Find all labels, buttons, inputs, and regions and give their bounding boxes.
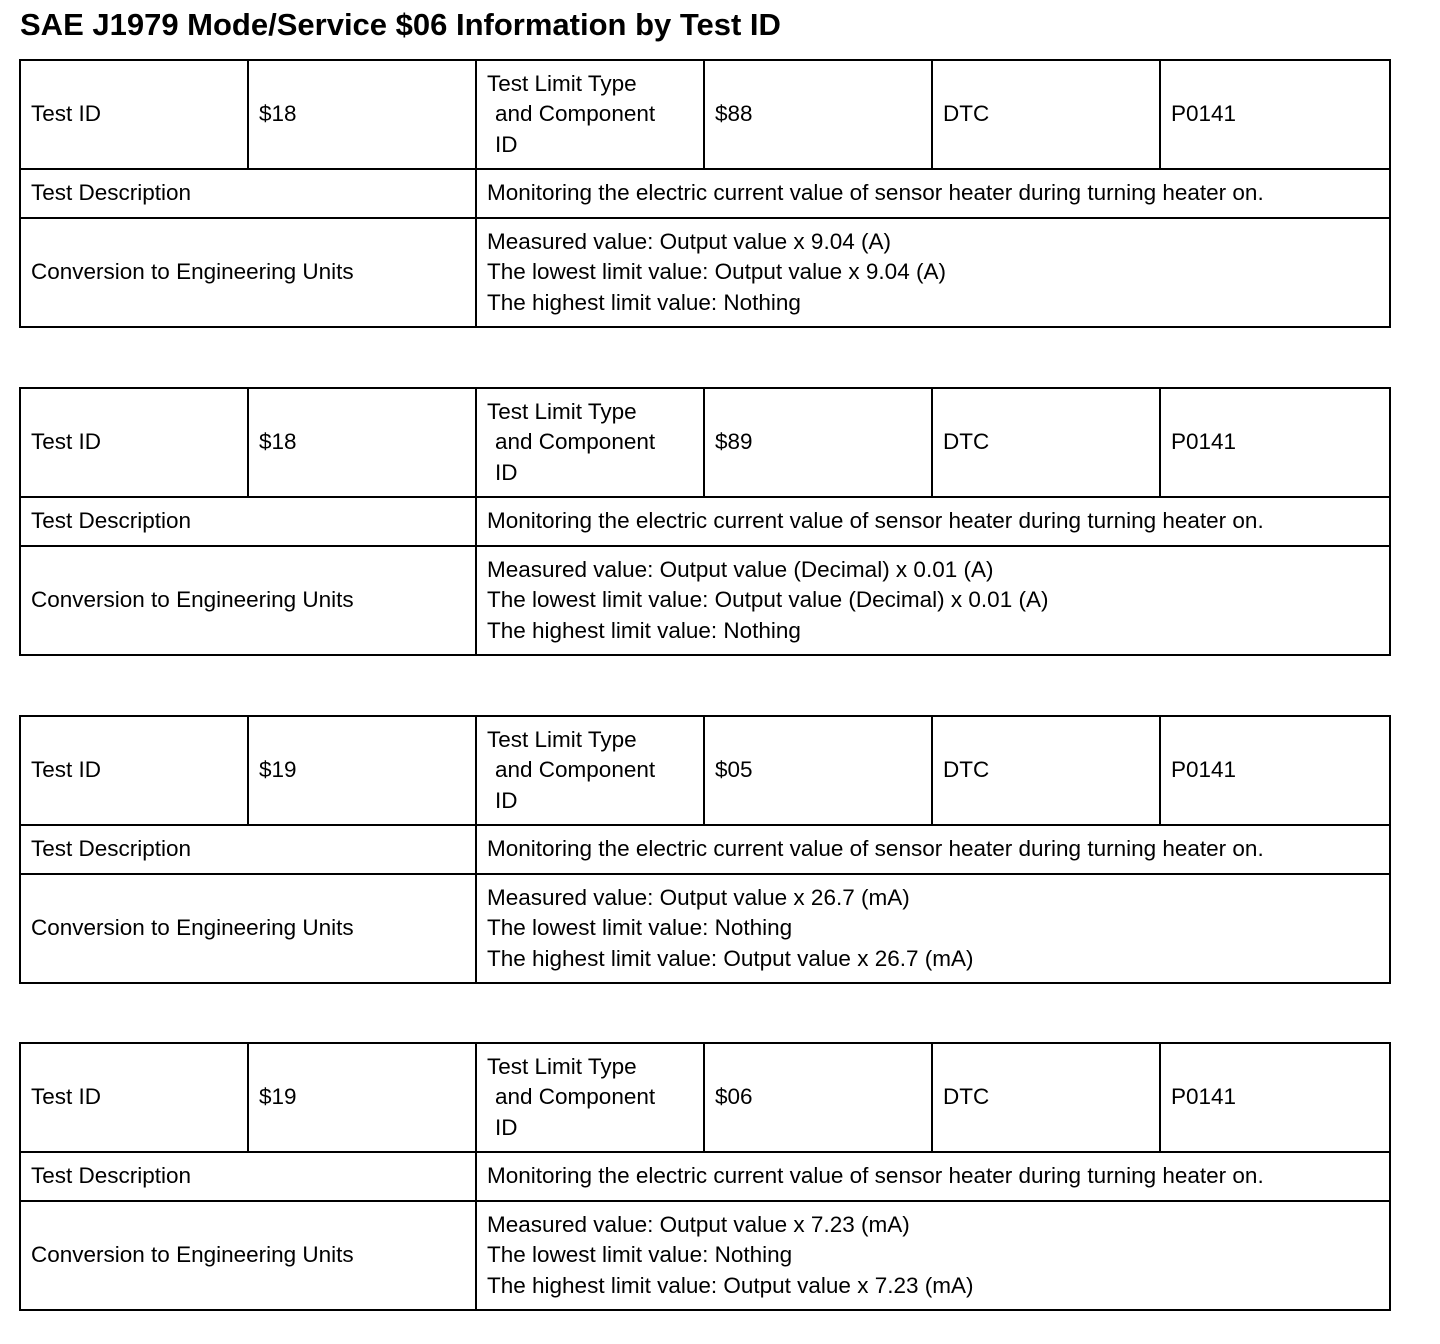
- conversion-row: [20, 218, 1390, 327]
- measured-value-line: Measured value: Output value x 7.23 (mA): [487, 1211, 910, 1237]
- conversion-value: [476, 546, 1390, 655]
- dtc-label: DTC: [932, 716, 1160, 825]
- measured-value-line: Measured value: Output value x 26.7 (mA): [487, 884, 910, 910]
- highest-limit-line: The highest limit value: Nothing: [487, 289, 801, 315]
- dtc-value: P0141: [1160, 388, 1390, 497]
- test-table: [19, 59, 1391, 328]
- test-description-value: Monitoring the electric current value of sensor heater during turning heater on.: [476, 497, 1390, 546]
- limit-type-label: Test Limit Type and Component ID: [476, 388, 704, 497]
- measured-value-line: Measured value: Output value x 9.04 (A): [487, 228, 891, 254]
- dtc-value: P0141: [1160, 1043, 1390, 1152]
- limit-type-label: Test Limit Type and Component ID: [476, 716, 704, 825]
- conversion-label: Conversion to Engineering Units: [20, 874, 476, 983]
- test-description-value: Monitoring the electric current value of sensor heater during turning heater on.: [476, 825, 1390, 874]
- highest-limit-line: The highest limit value: Output value x 7.23 (mA): [487, 1272, 974, 1298]
- test-id-value: $19: [248, 1043, 476, 1152]
- test-id-label: Test ID: [20, 388, 248, 497]
- conversion-label: Conversion to Engineering Units: [20, 218, 476, 327]
- test-description-label: Test Description: [20, 497, 476, 546]
- limit-type-label: Test Limit Type and Component ID: [476, 60, 704, 169]
- highest-limit-line: The highest limit value: Output value x 26.7 (mA): [487, 945, 974, 971]
- conversion-label: Conversion to Engineering Units: [20, 546, 476, 655]
- test-id-label: Test ID: [20, 60, 248, 169]
- test-table: [19, 715, 1391, 984]
- conversion-row: [20, 546, 1390, 655]
- conversion-value: [476, 1201, 1390, 1310]
- highest-limit-line: The highest limit value: Nothing: [487, 617, 801, 643]
- lowest-limit-line: The lowest limit value: Output value (Decimal) x 0.01 (A): [487, 587, 1049, 613]
- test-header-row: [20, 388, 1390, 497]
- dtc-label: DTC: [932, 388, 1160, 497]
- limit-component-id-value: $06: [704, 1043, 932, 1152]
- test-id-value: $19: [248, 716, 476, 825]
- limit-type-label: Test Limit Type and Component ID: [476, 1043, 704, 1152]
- measured-value-line: Measured value: Output value (Decimal) x 0.01 (A): [487, 556, 994, 582]
- test-id-value: $18: [248, 60, 476, 169]
- limit-component-id-value: $88: [704, 60, 932, 169]
- conversion-label: Conversion to Engineering Units: [20, 1201, 476, 1310]
- test-description-row: [20, 169, 1390, 218]
- test-header-row: [20, 1043, 1390, 1152]
- limit-component-id-value: $05: [704, 716, 932, 825]
- test-id-label: Test ID: [20, 716, 248, 825]
- lowest-limit-line: The lowest limit value: Nothing: [487, 915, 793, 941]
- page-title: SAE J1979 Mode/Service $06 Information by Test ID: [20, 7, 781, 42]
- lowest-limit-line: The lowest limit value: Nothing: [487, 1242, 793, 1268]
- test-description-value: Monitoring the electric current value of sensor heater during turning heater on.: [476, 169, 1390, 218]
- test-description-row: [20, 825, 1390, 874]
- test-description-value: Monitoring the electric current value of sensor heater during turning heater on.: [476, 1152, 1390, 1201]
- test-description-label: Test Description: [20, 825, 476, 874]
- dtc-label: DTC: [932, 1043, 1160, 1152]
- test-table: [19, 1042, 1391, 1311]
- test-header-row: [20, 60, 1390, 169]
- test-id-value: $18: [248, 388, 476, 497]
- test-description-label: Test Description: [20, 169, 476, 218]
- test-table: [19, 387, 1391, 656]
- test-id-label: Test ID: [20, 1043, 248, 1152]
- conversion-value: [476, 218, 1390, 327]
- conversion-value: [476, 874, 1390, 983]
- test-header-row: [20, 716, 1390, 825]
- dtc-value: P0141: [1160, 716, 1390, 825]
- dtc-value: P0141: [1160, 60, 1390, 169]
- conversion-row: [20, 1201, 1390, 1310]
- test-description-label: Test Description: [20, 1152, 476, 1201]
- test-description-row: [20, 1152, 1390, 1201]
- lowest-limit-line: The lowest limit value: Output value x 9.04 (A): [487, 259, 946, 285]
- dtc-label: DTC: [932, 60, 1160, 169]
- test-description-row: [20, 497, 1390, 546]
- limit-component-id-value: $89: [704, 388, 932, 497]
- conversion-row: [20, 874, 1390, 983]
